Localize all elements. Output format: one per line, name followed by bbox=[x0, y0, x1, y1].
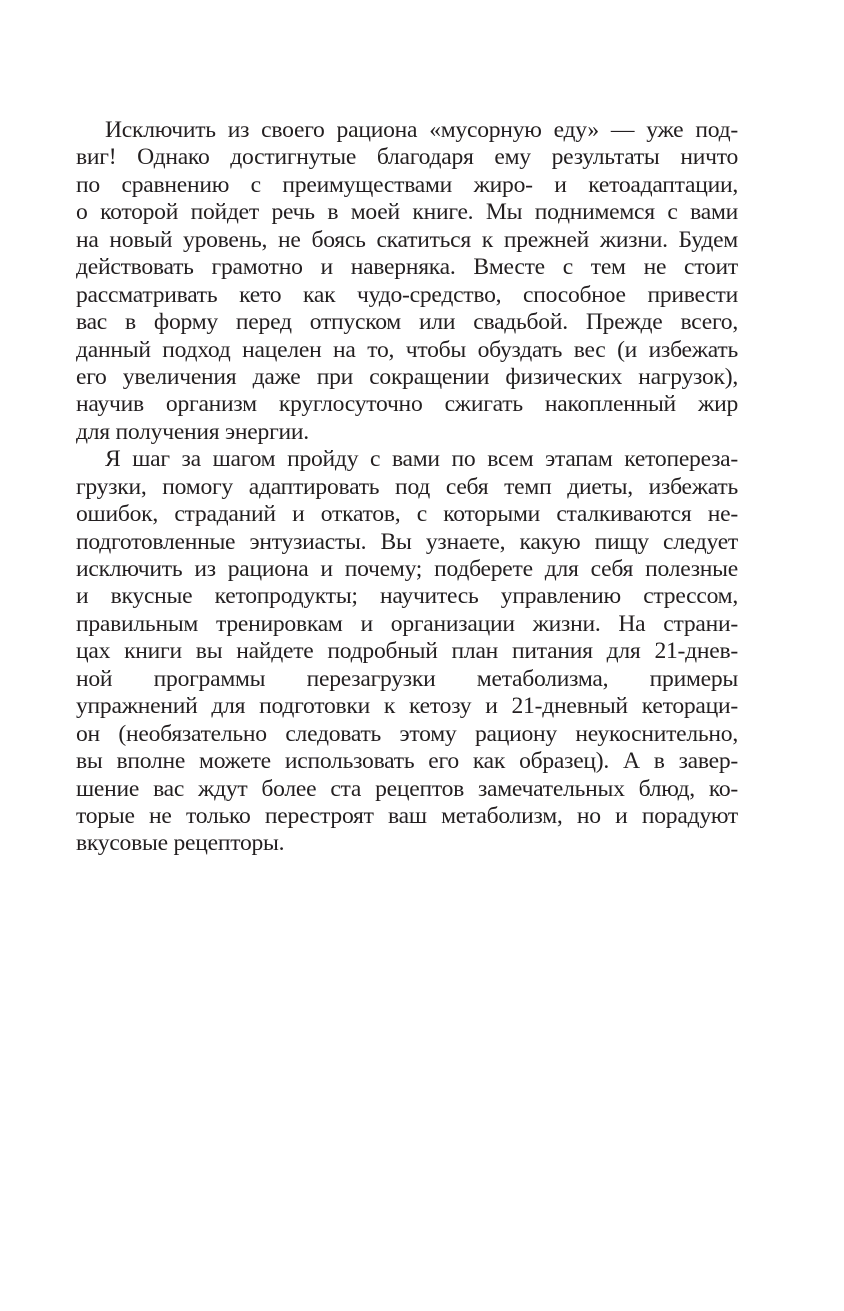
text-line: он (необязательно следовать этому рациону неукоснительно, bbox=[76, 720, 738, 747]
text-line: виг! Однако достигнутые благодаря ему результаты ничто bbox=[76, 144, 738, 171]
paragraph-2 bbox=[76, 446, 738, 858]
text-line: правильным тренировкам и организации жизни. На страни- bbox=[76, 610, 738, 637]
text-line: шение вас ждут более ста рецептов замечательных блюд, ко- bbox=[76, 775, 738, 802]
text-line: ной программы перезагрузки метаболизма, примеры bbox=[76, 665, 738, 692]
text-line: научив организм круглосуточно сжигать накопленный жир bbox=[76, 391, 738, 418]
text-line: торые не только перестроят ваш метаболизм, но и порадуют bbox=[76, 802, 738, 829]
text-line: цах книги вы найдете подробный план питания для 21-днев- bbox=[76, 638, 738, 665]
paragraph-1 bbox=[76, 117, 738, 446]
text-line: по сравнению с преимуществами жиро- и кетоадаптации, bbox=[76, 171, 738, 198]
text-line: вкусовые рецепторы. bbox=[76, 830, 285, 857]
text-line: упражнений для подготовки к кетозу и 21-дневный кетораци- bbox=[76, 693, 738, 720]
text-line: Исключить из своего рациона «мусорную еду» — уже под- bbox=[105, 117, 738, 143]
text-line: о которой пойдет речь в моей книге. Мы поднимемся с вами bbox=[76, 199, 738, 226]
text-line: его увеличения даже при сокращении физических нагрузок), bbox=[76, 363, 738, 390]
text-line: исключить из рациона и почему; подберете для себя полезные bbox=[76, 556, 738, 582]
text-line: рассматривать кето как чудо-средство, способное привести bbox=[76, 281, 738, 308]
text-line: вы вполне можете использовать его как образец). А в завер- bbox=[76, 748, 738, 775]
body-text bbox=[76, 117, 738, 858]
text-line: для получения энергии. bbox=[76, 418, 309, 445]
text-line: вас в форму перед отпуском или свадьбой. Прежде всего, bbox=[76, 309, 738, 336]
text-line: на новый уровень, не боясь скатиться к прежней жизни. Будем bbox=[76, 226, 738, 253]
text-line: и вкусные кетопродукты; научитесь управлению стрессом, bbox=[76, 583, 738, 610]
text-line: ошибок, страданий и откатов, с которыми сталкиваются не- bbox=[76, 501, 738, 528]
text-line: данный подход нацелен на то, чтобы обуздать вес (и избежать bbox=[76, 336, 738, 363]
text-line: грузки, помогу адаптировать под себя темп диеты, избежать bbox=[76, 473, 738, 500]
text-line: подготовленные энтузиасты. Вы узнаете, какую пищу следует bbox=[76, 528, 738, 555]
text-line: Я шаг за шагом пройду с вами по всем этапам кетопереза- bbox=[105, 446, 738, 473]
text-line: действовать грамотно и наверняка. Вместе с тем не стоит bbox=[76, 254, 738, 281]
